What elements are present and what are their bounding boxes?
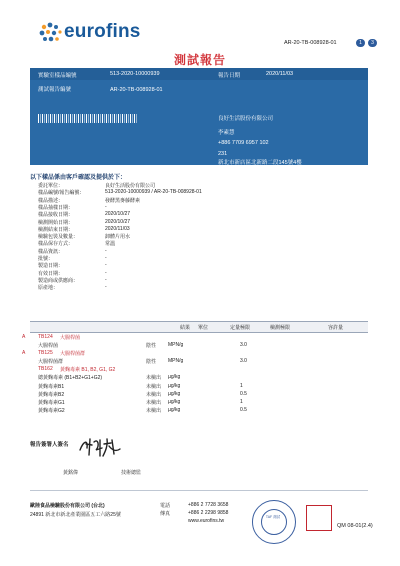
result-loq: 1	[240, 382, 243, 389]
footer-divider	[30, 490, 368, 491]
info-label: 樣品描述：	[38, 197, 64, 204]
info-label: 樣品抽樣日期：	[38, 204, 74, 211]
group-title: 大腸桿菌群	[60, 351, 86, 358]
info-label: 樣品保存方式：	[38, 241, 74, 248]
signature-label: 報告簽署人簽名	[30, 442, 69, 448]
info-label: 有效日期：	[38, 270, 64, 277]
brand-name: eurofins	[64, 21, 141, 42]
group-code: TB162	[38, 366, 53, 373]
sample-no-label: 實驗室樣品編號	[38, 73, 77, 79]
client-name: 良好生活股份有限公司	[218, 116, 274, 122]
result-name: 黃麴毒素G2	[38, 408, 65, 415]
col-result: 結果	[180, 325, 191, 331]
result-name: 大腸桿菌群	[38, 359, 64, 366]
page-total: 3	[368, 39, 377, 47]
col-loq: 定量極限	[230, 325, 251, 331]
info-label: 原產地：	[38, 285, 59, 292]
info-label: 委託單位：	[38, 183, 64, 189]
result-name: 大腸桿菌	[38, 343, 59, 349]
result-unit: MPN/g	[168, 342, 184, 348]
result-value: 未檢出	[146, 400, 162, 406]
client-address: 新北市新店區北新路二段145號4樓	[218, 160, 302, 166]
seal-inner-ring	[261, 509, 287, 535]
page-current: 1	[356, 39, 365, 47]
info-value: 2020/10/27	[105, 211, 131, 218]
info-value: 卸體片用水	[105, 234, 131, 241]
report-date-label: 報告日期	[218, 73, 241, 79]
footer-fax-label: 傳真	[160, 511, 171, 517]
result-unit: µg/kg	[168, 374, 181, 381]
info-label: 檢驗包裝及數量：	[38, 234, 79, 241]
group-code: TB125	[38, 350, 53, 357]
info-value: -	[105, 269, 107, 276]
info-value: -	[105, 262, 107, 269]
result-value: 未檢出	[146, 408, 162, 415]
footer-tel: +886 2 7728 3658	[188, 502, 229, 508]
info-value: 常溫	[105, 241, 116, 248]
result-value: 未檢出	[146, 383, 162, 390]
result-loq: 3.0	[240, 342, 247, 348]
info-value: -	[105, 203, 107, 210]
result-loq: 0.5	[240, 407, 247, 414]
info-value: -	[105, 247, 107, 254]
col-limit: 容許量	[328, 325, 344, 331]
footer-website: www.eurofins.tw	[188, 518, 225, 524]
info-value: 2020/11/03	[105, 225, 130, 232]
client-addr-no: 231	[218, 151, 228, 157]
eurofins-logo-icon	[38, 22, 64, 44]
group-title: 黃麴毒素 B1, B2, G1, G2	[60, 367, 116, 374]
info-section-title: 以下樣品係由客戶確認及提供於下：	[30, 175, 127, 181]
result-unit: µg/kg	[168, 390, 181, 397]
result-name: 黃麴毒素B1	[38, 383, 65, 390]
col-lod: 檢測極限	[270, 325, 291, 331]
document-title: 測試報告	[173, 53, 226, 67]
info-value: -	[105, 276, 107, 283]
form-number: QM 08-01(2.4)	[337, 523, 373, 529]
result-loq: 3.0	[240, 358, 247, 365]
result-unit: µg/kg	[168, 382, 181, 389]
result-value: 陰性	[146, 359, 157, 366]
footer-tel-label: 電話	[160, 503, 171, 509]
info-label: 製造日期：	[38, 263, 64, 270]
result-value: 未檢出	[146, 391, 162, 398]
info-label: 樣品編號/報告編號：	[38, 190, 85, 197]
summary-box	[30, 68, 368, 165]
barcode	[38, 114, 138, 123]
info-value: 513-2020-10000939 / AR-20-TB-008928-01	[105, 189, 202, 196]
footer-company: 歐陸食品檢驗股份有限公司 (台北)	[30, 503, 105, 509]
report-date: 2020/11/03	[266, 71, 294, 77]
result-loq: 1	[240, 399, 243, 405]
result-unit: MPN/g	[168, 358, 184, 365]
result-unit: µg/kg	[168, 407, 181, 414]
footer-address: 24891 新北市新北產業園區五工六路25號	[30, 512, 121, 518]
info-label: 製造商或供應商：	[38, 277, 79, 284]
header-report-number: AR-20-TB-008928-01	[284, 40, 337, 46]
client-contact: 李素慧	[218, 130, 235, 136]
info-label: 檢測結束日期：	[38, 226, 74, 233]
result-value: 陰性	[146, 343, 157, 349]
red-stamp-icon	[306, 505, 332, 531]
test-report-no-label: 測試報告編號	[38, 87, 72, 93]
info-label: 批號：	[38, 256, 54, 262]
col-unit: 單位	[198, 325, 209, 331]
info-value: 良好生活股份有限公司	[105, 183, 156, 189]
test-report-no: AR-20-TB-008928-01	[110, 87, 163, 93]
info-label: 樣品接收日期：	[38, 212, 74, 219]
group-code: TB124	[38, 334, 53, 340]
result-name: 黃麴毒素G1	[38, 400, 65, 406]
group-marker: A	[22, 334, 26, 340]
info-value: -	[105, 255, 107, 261]
result-name: 總黃麴毒素 (B1+B2+G1+G2)	[38, 375, 103, 382]
handwritten-signature	[78, 436, 122, 458]
info-value: 2020/10/27	[105, 218, 131, 225]
info-label: 樣品資訊：	[38, 248, 64, 255]
result-loq: 0.5	[240, 390, 247, 397]
group-marker: A	[22, 350, 26, 357]
results-table-header	[30, 321, 368, 333]
signer-name: 黃銘偉	[63, 470, 79, 476]
footer-fax: +886 2 2298 9858	[188, 510, 229, 516]
result-value: 未檢出	[146, 375, 162, 382]
result-name: 黃麴毒素B2	[38, 391, 65, 398]
result-unit: µg/kg	[168, 399, 181, 405]
sample-no: 513-2020-10000939	[110, 71, 160, 77]
info-value: 發酵黑麥藤酵素	[105, 197, 141, 204]
info-label: 檢測開始日期：	[38, 219, 74, 226]
signer-title: 技術總監	[121, 470, 142, 476]
client-phone: +886 7709 6957 102	[218, 140, 269, 146]
group-title: 大腸桿菌	[60, 335, 81, 341]
info-value: -	[105, 284, 107, 291]
seal-text: TAF 測試	[265, 515, 281, 519]
